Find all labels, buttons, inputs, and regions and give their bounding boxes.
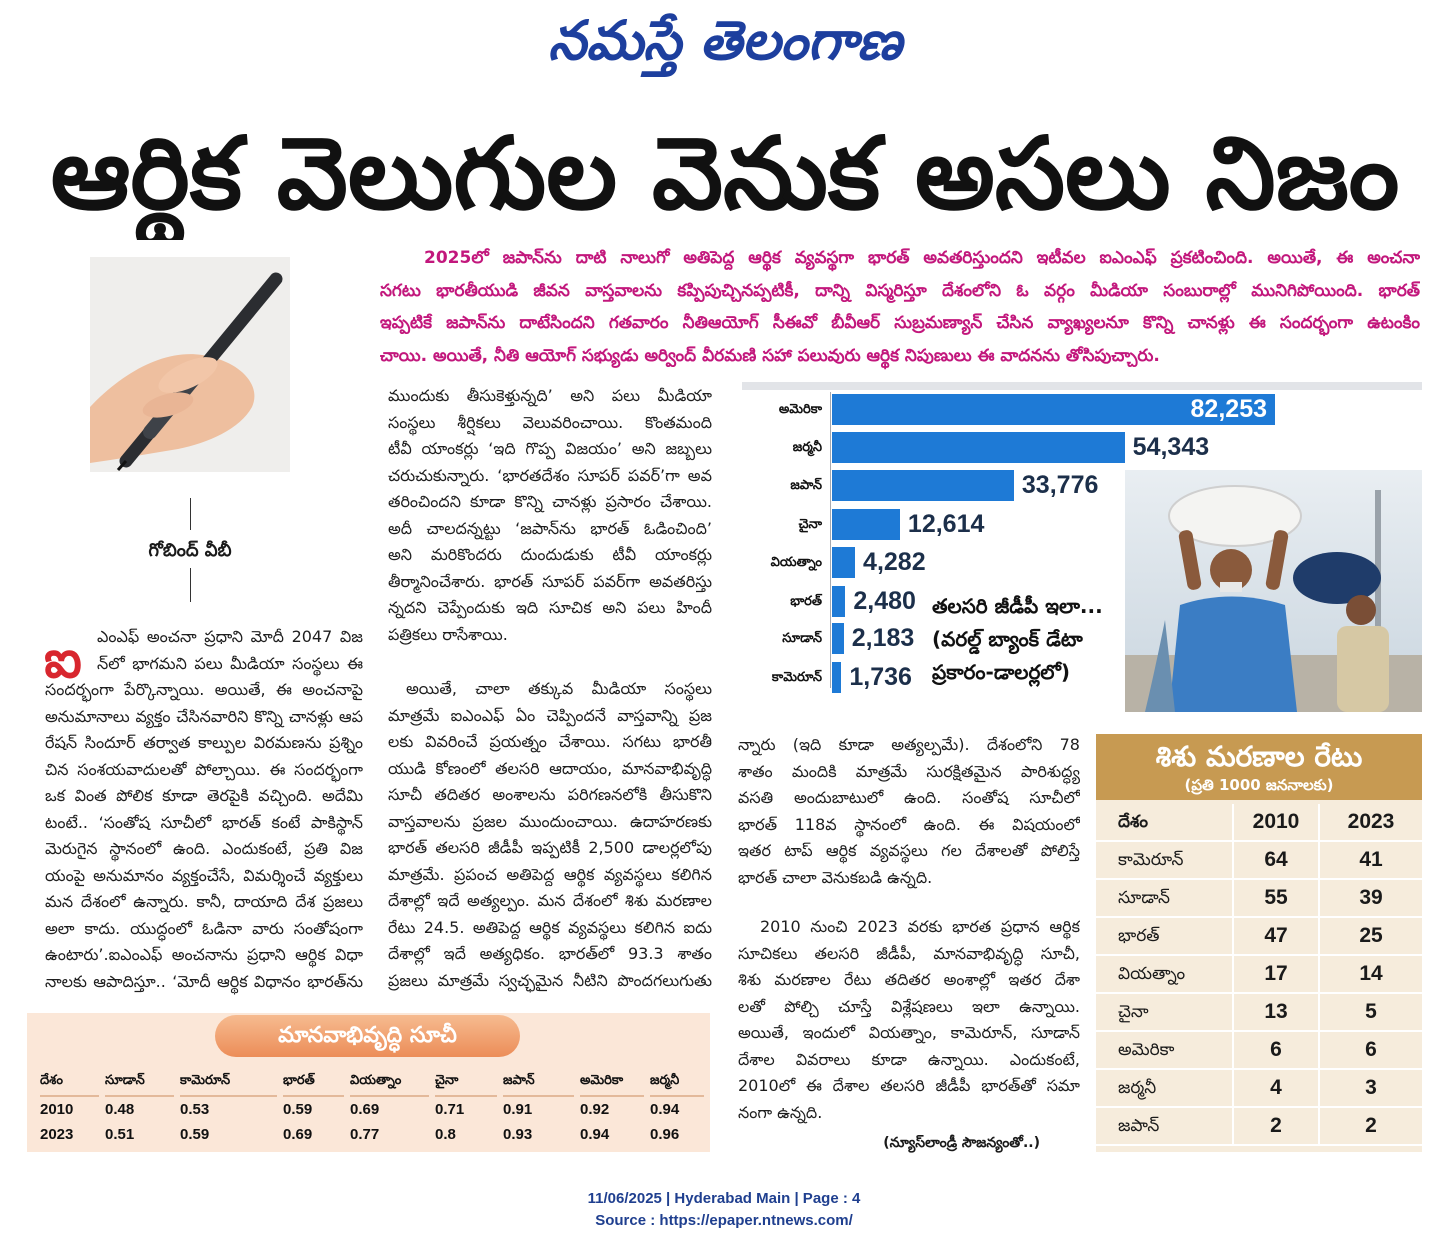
- text-line: యుడి కోణంలో తలసరి ఆదాయం, మానవాభివృద్ధి: [388, 758, 712, 778]
- text-line: 2025లో జపాన్‌ను దాటి నాలుగో అతిపెద్ద ఆర్థిక వ్యవస్థగా భారత్ అవతరిస్తుందని ఇటీవల ఐఎంఎఫ్ ప్రకటించింది. అయితే, ఈ అంచనా: [424, 248, 1420, 268]
- text-line: అదీ చాలదన్నట్టు ‘జపాన్‌ను భారత్ ఓడించింది’: [388, 518, 712, 538]
- hdi-value-cell: 0.8: [435, 1126, 456, 1143]
- chart-subtitle-line-1: (వరల్డ్ బ్యాంక్ డేటా: [932, 627, 1083, 651]
- article-column-1: [45, 624, 363, 996]
- article-column-3-paragraph-1: [738, 732, 1080, 892]
- source-url: Source : https://epaper.ntnews.com/: [595, 1212, 853, 1229]
- imr-value-cell: 17: [1232, 956, 1318, 994]
- byline-rule-bottom: [190, 568, 191, 602]
- byline-rule-top: [190, 498, 191, 530]
- text-line: న్‌లో భాగమని పలు మీడియా సంస్థలు ఈ: [97, 653, 363, 673]
- text-line: శాతం మందికి మాత్రమే సురక్షితమైన పారిశుద్ధ్య: [738, 761, 1080, 781]
- imr-value-cell: 5: [1318, 994, 1422, 1032]
- article-column-3-paragraph-2: [738, 914, 1080, 1127]
- source-credit: (న్యూస్‌లాండ్రీ సౌజన్యంతో..): [883, 1135, 1040, 1151]
- text-line: యంపై అనుమానం వ్యక్తంచేసే, విమర్శించే వ్యక్తులు: [45, 865, 363, 885]
- imr-value-cell: 55: [1232, 880, 1318, 918]
- text-line: మాత్రమే. ప్రపంచ అతిపెద్ద ఆర్థిక వ్యవస్థలు కలిగిన: [388, 864, 712, 884]
- hdi-header-cell: చైనా: [435, 1069, 497, 1097]
- text-line: నంగా ఉన్నది.: [738, 1102, 823, 1122]
- imr-value-cell: 14: [1318, 956, 1422, 994]
- infant-mortality-grid: [1096, 804, 1422, 1146]
- hdi-value-cell: 0.69: [350, 1101, 380, 1118]
- hdi-header-cell: దేశం: [40, 1069, 99, 1097]
- hdi-value-cell: 0.92: [580, 1101, 610, 1118]
- hdi-value-cell: 0.51: [105, 1126, 135, 1143]
- pen-illustration: [90, 257, 290, 472]
- article-column-2-paragraph-2: [388, 676, 712, 996]
- text-line: ఎంఎఫ్ అంచనా ప్రధాని మోదీ 2047 విజ: [97, 627, 363, 646]
- chart-category-label: కామెరూన్: [771, 670, 822, 685]
- hdi-value-cell: 0.77: [350, 1126, 380, 1143]
- chart-top-strip: [742, 382, 1422, 390]
- hdi-header-cell: సూడాన్: [105, 1069, 174, 1097]
- text-line: అనుమానాలు వ్యక్తం చేసినవారిని కొన్ని చానళ్లు ఆప: [45, 706, 363, 726]
- text-line: తరించిందని కూడా కొన్ని చానళ్లు ప్రసారం చేశాయి.: [388, 492, 712, 511]
- chart-subtitle-line-2: ప్రకారం-డాలర్లలో): [932, 660, 1071, 684]
- text-line: ఉంటారు’.ఐఎంఎఫ్ అంచనాను ప్రధాని ఆర్థిక విధా: [45, 945, 363, 964]
- hdi-header-cell: భారత్: [283, 1069, 344, 1097]
- chart-bar: [832, 509, 900, 540]
- imr-country-cell: చైనా: [1096, 994, 1232, 1032]
- text-line: లతో పోల్చి చూస్తే విశ్లేషణలు ఇలా ఉన్నాయి.: [738, 996, 1080, 1016]
- imr-country-cell: కామెరూన్: [1096, 842, 1232, 880]
- hdi-value-cell: 0.59: [283, 1101, 313, 1118]
- text-line: సంస్థలు శీర్షికలు వెలువరించాయి. కొంతమంది: [388, 412, 712, 432]
- chart-category-label: వియత్నాం: [770, 555, 822, 570]
- hdi-value-cell: 0.59: [180, 1126, 210, 1143]
- masthead-logo: నమస్తే తెలంగాణ: [548, 9, 902, 72]
- chart-bar: [832, 470, 1014, 501]
- hdi-value-cell: 0.71: [435, 1101, 465, 1118]
- text-line: భారత్ చాలా వెనుకబడి ఉన్నది.: [738, 867, 933, 887]
- imr-country-cell: జర్మనీ: [1096, 1070, 1232, 1108]
- text-line: భారత్ తలసరి జీడీపీ ఇప్పటికీ 2,500 డాలర్లలోపు: [388, 838, 712, 857]
- imr-value-cell: 64: [1232, 842, 1318, 880]
- text-line: మెరుగైన స్థానంలో ఉంది. ఎందుకంటే, ప్రతి విజ: [45, 839, 363, 858]
- intro-paragraph: [380, 242, 1420, 374]
- hdi-header-cell: కామెరూన్: [180, 1069, 277, 1097]
- chart-category-label: సూడాన్: [782, 631, 822, 646]
- text-line: మన దేశంలో ఉన్నారు. కానీ, దాయాది దేశ ప్రజలు: [45, 892, 363, 911]
- text-line: వసతి అందుబాటులో ఉంది. సంతోష సూచీలో: [738, 788, 1080, 807]
- chart-caption: [932, 590, 1120, 690]
- hdi-header-cell: జర్మనీ: [650, 1069, 704, 1097]
- byline-author: గోబింద్ వీబీ: [148, 540, 232, 561]
- hdi-value-cell: 0.69: [283, 1126, 313, 1143]
- imr-country-cell: సూడాన్: [1096, 880, 1232, 918]
- chart-category-label: అమెరికా: [778, 402, 822, 417]
- edition-info: 11/06/2025 | Hyderabad Main | Page : 4: [587, 1190, 861, 1207]
- text-line: అని మరికొందరు దుందుడుకు టీవీ యాంకర్లు: [388, 545, 712, 564]
- imr-country-cell: జపాన్: [1096, 1108, 1232, 1146]
- infant-mortality-header: [1096, 734, 1422, 800]
- imr-country-cell: అమెరికా: [1096, 1032, 1232, 1070]
- chart-bar: [832, 547, 855, 578]
- hdi-header-cell: అమెరికా: [580, 1069, 644, 1097]
- imr-country-cell: భారత్: [1096, 918, 1232, 956]
- text-line: ప్రజలు మాత్రమే స్వచ్ఛమైన నీటిని పొందగలుగుతు: [388, 970, 712, 990]
- hdi-year-cell: 2010: [40, 1101, 74, 1118]
- text-line: చాయి. అయితే, నీతి ఆయోగ్ సభ్యుడు అర్వింద్ వీరమణి సహా పలువురు ఆర్థిక నిపుణులు ఈ వాదనను తోసిపుచ్చారు.: [380, 345, 1160, 366]
- text-line: టంటే.. ‘సంతోష సూచీలో భారత్ కంటే పాకిస్థాన్: [45, 812, 363, 832]
- imr-value-cell: 4: [1232, 1070, 1318, 1108]
- text-line: చిన సంశయవాదులతో పోల్చాయి. ఈ సందర్భంగా: [45, 759, 363, 779]
- text-line: శిశు మరణాల రేటు తదితర అంశాల్లో ఇతర దేశా: [738, 970, 1080, 989]
- workers-illustration: [1125, 470, 1422, 712]
- infant-mortality-table: [1096, 734, 1422, 1152]
- chart-value-label: 54,343: [1132, 433, 1210, 461]
- pen-in-hand-photo: [90, 257, 290, 472]
- gdp-per-capita-chart: [742, 382, 1422, 714]
- imr-value-cell: 2: [1318, 1108, 1422, 1146]
- chart-category-label: భారత్: [790, 594, 822, 609]
- text-line: పత్రికలు రాసేశాయి.: [388, 624, 508, 644]
- text-line: సూచీ తదితర అంశాలను పరిగణనలోకి తీసుకొని: [388, 785, 712, 804]
- hdi-grid: [40, 1069, 710, 1147]
- hdi-value-cell: 0.48: [105, 1101, 135, 1118]
- text-line: సగటు భారతీయుడి జీవన వాస్తవాలను కప్పిపుచ్చినప్పటికీ, దాన్ని విస్మరిస్తూ దేశంలోని ఓ వర్గం మీడియా సంబురాల్లో మునిగిపోయింది. భారత్: [380, 280, 1420, 301]
- chart-bar: [832, 432, 1125, 463]
- hdi-value-cell: 0.96: [650, 1126, 680, 1143]
- human-development-index-table: [27, 1013, 710, 1152]
- text-line: 2010 నుంచి 2023 వరకు భారత ప్రధాన ఆర్థిక: [760, 917, 1080, 936]
- text-line: రేటు 24.5. అతిపెద్ద ఆర్థిక వ్యవస్థలు కలిగిన ఐదు: [388, 917, 712, 937]
- chart-value-label: 1,736: [849, 663, 912, 691]
- infant-mortality-title: శిశు మరణాల రేటు: [1155, 740, 1363, 773]
- text-line: అయితే, చాలా తక్కువ మీడియా సంస్థలు: [406, 679, 712, 698]
- chart-value-label: 33,776: [1021, 471, 1099, 499]
- text-line: న్నారు (ఇది కూడా అత్యల్పమే). దేశంలోని 78: [738, 735, 1080, 754]
- chart-axis-line: [830, 392, 831, 688]
- chart-value-label: 12,614: [907, 510, 985, 538]
- hdi-value-cell: 0.91: [503, 1101, 533, 1118]
- text-line: మాత్రమే ఐఎంఎఫ్ ఏం చెప్పిందనే వాస్తవాన్ని ప్రజ: [388, 705, 712, 725]
- text-line: రేషన్ సిందూర్ తర్వాత కాల్పుల విరమణను ప్రశ్నిం: [45, 733, 363, 752]
- text-line: ఒక వింత పోలిక కూడా తెరపైకి వచ్చింది. అదేమి: [45, 786, 363, 805]
- article-column-2-paragraph-1: [388, 383, 712, 649]
- headline: ఆర్థిక వెలుగుల వెనుక అసలు నిజం: [50, 115, 1400, 232]
- imr-header-cell: దేశం: [1096, 804, 1232, 842]
- chart-category-label: జపాన్: [790, 478, 822, 493]
- hdi-year-cell: 2023: [40, 1126, 74, 1143]
- text-line: సూచికలు తలసరి జీడీపీ, మానవాభివృద్ధి సూచీ,: [738, 943, 1080, 963]
- imr-value-cell: 13: [1232, 994, 1318, 1032]
- text-line: అలా కాదు. యుద్ధంలో ఓడినా వారు సంతోషంగా: [45, 918, 363, 938]
- imr-value-cell: 39: [1318, 880, 1422, 918]
- text-line: నాలకు ఆపాదిస్తూ.. ‘మోదీ ఆర్థిక విధానం భారత్‌ను: [45, 971, 363, 991]
- text-line: న్నదని చెప్పేందుకు ఇది సూచిక అని పలు హిందీ: [388, 598, 712, 617]
- hdi-header-cell: జపాన్: [503, 1069, 574, 1097]
- imr-value-cell: 6: [1318, 1032, 1422, 1070]
- text-line: దేశాల్లో ఇదే అత్యధికం. భారత్‌లో 93.3 శాతం: [388, 944, 712, 963]
- drop-cap: ఐ: [44, 632, 82, 688]
- text-line: ముందుకు తీసుకెళ్తున్నది’ అని పలు మీడియా: [388, 386, 712, 405]
- chart-value-label: 2,183: [851, 624, 915, 652]
- chart-value-label: 2,480: [853, 587, 916, 615]
- page-footer: [0, 1188, 1448, 1236]
- chart-title: తలసరి జీడీపీ ఇలా...: [932, 594, 1103, 618]
- hdi-value-cell: 0.53: [180, 1101, 210, 1118]
- text-line: దేశాల వివరాలు కూడా ఉన్నాయి. ఎందుకంటే,: [738, 1049, 1080, 1069]
- text-line: ఇప్పటికే జపాన్‌ను దాటేసిందని గతవారం నీతిఆయోగ్ సీఈవో బీవీఆర్ సుబ్రమణ్యాన్ చేసిన వ్యాఖ్యలనూ కొన్ని చానళ్లు ఈ సందర్భంగా ఉటంకిం: [380, 313, 1420, 333]
- text-line: భారత్ 118వ స్థానంలో ఉంది. ఈ విషయంలో: [738, 814, 1080, 834]
- text-line: లకు వివరించే ప్రయత్నం చేశాయి. సగటు భారతీ: [388, 732, 712, 751]
- chart-category-label: చైనా: [798, 517, 822, 532]
- imr-value-cell: 47: [1232, 918, 1318, 956]
- text-line: తీర్మానించేశారు. భారత్ సూపర్ పవర్‌గా అవతరిస్తు: [388, 571, 712, 591]
- imr-value-cell: 2: [1232, 1108, 1318, 1146]
- hdi-title: మానవాభివృద్ధి సూచీ: [215, 1015, 520, 1057]
- text-line: అయితే, ఇందులో వియత్నాం, కామెరూన్, సూడాన్: [738, 1023, 1080, 1042]
- imr-value-cell: 3: [1318, 1070, 1422, 1108]
- text-line: దేశాల్లో ఇదే అత్యల్పం. మన దేశంలో శిశు మరణాల: [388, 891, 712, 910]
- workers-carrying-sacks-photo: [1125, 470, 1422, 712]
- infant-mortality-subtitle: (ప్రతి 1000 జననాలకు): [1184, 776, 1334, 794]
- imr-header-cell: 2010: [1232, 804, 1318, 842]
- text-line: చరుచుకున్నారు. ‘భారతదేశం సూపర్ పవర్’గా అవ: [388, 465, 712, 485]
- text-line: ఇతర టాప్ ఆర్థిక వ్యవస్థలు గల దేశాలతో పోలిస్తే: [738, 841, 1080, 860]
- chart-category-label: జర్మనీ: [792, 440, 822, 455]
- imr-value-cell: 6: [1232, 1032, 1318, 1070]
- hdi-value-cell: 0.93: [503, 1126, 533, 1143]
- chart-bar: [832, 623, 844, 654]
- text-line: టీవీ యాంకర్లు ‘ఇది గొప్ప విజయం’ అని జబ్బలు: [388, 439, 712, 458]
- chart-bar: [832, 586, 845, 617]
- text-line: వాస్తవాలను ప్రజల ముందుంచాయి. ఉదాహరణకు: [388, 811, 712, 831]
- hdi-value-cell: 0.94: [650, 1101, 680, 1118]
- chart-value-label: 4,282: [863, 548, 926, 576]
- chart-bar: [832, 662, 841, 693]
- hdi-header-cell: వియత్నాం: [350, 1069, 429, 1097]
- chart-value-label: 82,253: [1190, 395, 1267, 423]
- imr-value-cell: 41: [1318, 842, 1422, 880]
- text-line: 2010లో ఈ దేశాల తలసరి జీడీపీ భారత్‌తో సమా: [738, 1076, 1080, 1095]
- imr-country-cell: వియత్నాం: [1096, 956, 1232, 994]
- imr-value-cell: 25: [1318, 918, 1422, 956]
- hdi-value-cell: 0.94: [580, 1126, 610, 1143]
- text-line: సందర్భంగా పేర్కొన్నాయి. అయితే, ఈ అంచనాపై: [45, 680, 363, 699]
- imr-header-cell: 2023: [1318, 804, 1422, 842]
